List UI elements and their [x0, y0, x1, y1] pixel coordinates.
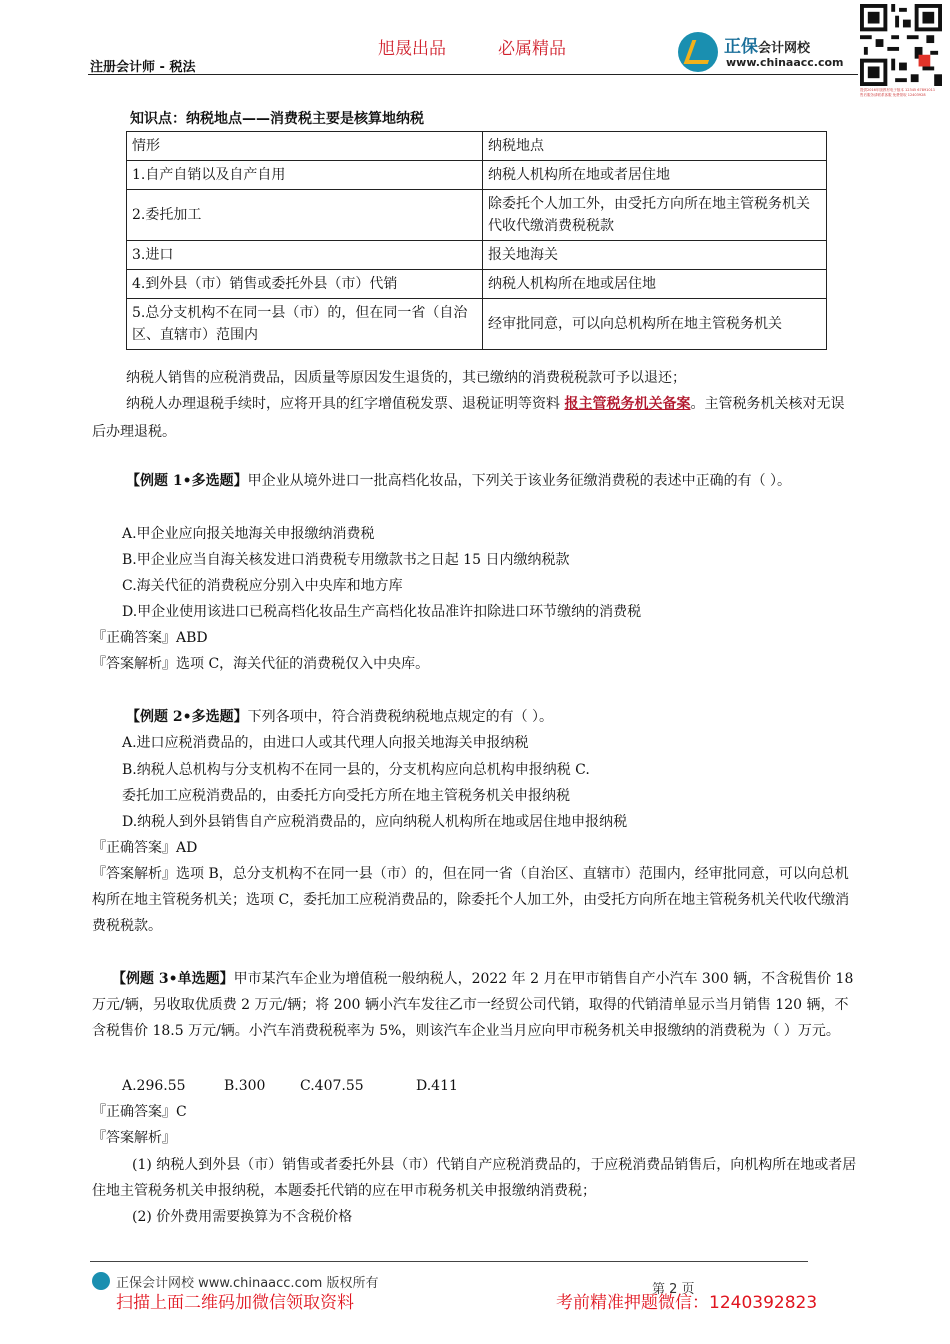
promo-left: 旭晟出品 [378, 39, 446, 59]
example1-option: D.甲企业使用该进口已税高档化妆品生产高档化妆品准许扣除进口环节缴纳的消费税 [122, 604, 642, 620]
footer-promo-right: 考前精准押题微信：1240392823 [556, 1293, 818, 1313]
table-header-row [127, 132, 827, 161]
subject-title: 注册会计师 - 税法 [90, 60, 196, 75]
table-row [127, 190, 827, 241]
example1-answer: 『正确答案』ABD [92, 630, 208, 646]
example2-option: D.纳税人到外县销售自产应税消费品的，应向纳税人机构所在地或居住地申报纳税 [122, 814, 628, 830]
table-cell: 除委托个人加工外，由受托方向所在地主管税务机关代收代缴消费税税款 [483, 190, 827, 241]
refund-procedure-paragraph [92, 390, 858, 446]
table-cell: 1.自产自销以及自产自用 [127, 161, 483, 190]
example3-question [92, 966, 858, 1044]
example1-analysis: 『答案解析』选项 C，海关代征的消费税仅入中央库。 [92, 656, 430, 672]
table-header-cell: 情形 [127, 132, 483, 161]
example1-question [92, 468, 858, 494]
example1-option: B.甲企业应当自海关核发进口消费税专用缴款书之日起 15 日内缴纳税款 [122, 552, 570, 568]
table-row [127, 161, 827, 190]
table-cell: 4.到外县（市）销售或委托外县（市）代销 [127, 270, 483, 299]
example2-option: 委托加工应税消费品的，由委托方向受托方所在地主管税务机关申报纳税 [122, 788, 570, 804]
paragraph-text: 纳税人办理退税手续时，应将开具的红字增值税发票、退税证明等资料 [126, 396, 565, 412]
table-cell: 纳税人机构所在地或居住地 [483, 270, 827, 299]
table-cell: 3.进口 [127, 241, 483, 270]
table-row [127, 299, 827, 350]
knowledge-point-title: 知识点：纳税地点——消费税主要是核算地纳税 [130, 111, 424, 127]
example3-label: 【例题 3•单选题】 [112, 971, 234, 987]
example2-question-text: 下列各项中，符合消费税纳税地点规定的有（ ）。 [247, 709, 554, 725]
example3-option: A.296.55 [122, 1078, 186, 1094]
example2-question [126, 704, 553, 730]
qr-code-icon [860, 4, 942, 86]
tax-location-table [126, 131, 827, 350]
example1-option: A.甲企业应向报关地海关申报缴纳消费税 [122, 526, 375, 542]
example2-analysis: 『答案解析』选项 B，总分支机构不在同一县（市）的，但在同一省（自治区、直辖市）范围内，经审批同意，可以向总机构所在地主管税务机关；选项 C，委托加工应税消费品的，除委托个人加工外，由受托方向所在地主管税务机关代收代缴消费税税款。 [92, 866, 850, 934]
example1-question-text: 甲企业从境外进口一批高档化妆品，下列关于该业务征缴消费税的表述中正确的有（ ）。 [247, 473, 792, 489]
table-row [127, 241, 827, 270]
qr-caption-line: 提供2016年版教材电子版本 12345 67891011 [860, 88, 936, 92]
page-number: 第 2 页 [652, 1282, 695, 1297]
promo-right: 必属精品 [498, 39, 566, 59]
paragraph-text: 。主管税务机关核对无误后办理退税。 [92, 396, 845, 440]
example3-option: C.407.55 [300, 1078, 364, 1094]
footer-copyright: 正保会计网校 www.chinaacc.com 版权所有 [116, 1276, 379, 1291]
table-cell: 报关地海关 [483, 241, 827, 270]
footer-promo-left: 扫描上面二维码加微信领取资料 [116, 1293, 354, 1313]
example2-option: A.进口应税消费品的，由进口人或其代理人向报关地海关申报纳税 [122, 735, 529, 751]
qr-caption-line: 售后服务请联系客服 免费领取 12403928 [860, 93, 926, 97]
example3-question-text: 甲市某汽车企业为增值税一般纳税人，2022 年 2 月在甲市销售自产小汽车 300 辆，不含税售价 18 万元/辆，另收取优质费 2 万元/辆；将 200 辆小汽车发往乙市一经贸公司代销，取得的代销清单显示当月销售 120 辆，不含税售价 18.5 万元/辆。小汽车消费税税率为 5%，则该汽车企业当月应向甲市税务机关申报缴纳的消费税为（ ）万元。 [92, 971, 854, 1039]
logo-url: www.chinaacc.com [726, 56, 844, 69]
example1-label: 【例题 1•多选题】 [126, 473, 248, 489]
refund-paragraph: 纳税人销售的应税消费品，因质量等原因发生退货的，其已缴纳的消费税税款可予以退还； [126, 370, 686, 386]
header-divider [88, 74, 858, 75]
logo-name: 正保 [724, 37, 758, 57]
chinaacc-logo [678, 30, 858, 74]
example1-option: C.海关代征的消费税应分别入中央库和地方库 [122, 578, 403, 594]
qr-caption [860, 88, 946, 98]
example2-label: 【例题 2•多选题】 [126, 709, 248, 725]
example3-answer: 『正确答案』C [92, 1104, 187, 1120]
logo-mark-icon [678, 32, 718, 72]
example3-analysis-point: (1) 纳税人到外县（市）销售或者委托外县（市）代销自产应税消费品的，于应税消费品销售后，向机构所在地或者居住地主管税务机关申报纳税，本题委托代销的应在甲市税务机关申报缴纳消费税； [92, 1157, 857, 1199]
table-cell: 纳税人机构所在地或者居住地 [483, 161, 827, 190]
example3-analysis-point: (2) 价外费用需要换算为不含税价格 [132, 1209, 353, 1225]
footer-divider [90, 1261, 808, 1262]
logo-suffix: 会计网校 [758, 41, 811, 56]
example2-answer: 『正确答案』AD [92, 840, 198, 856]
table-header-cell: 纳税地点 [483, 132, 827, 161]
table-row [127, 270, 827, 299]
table-cell: 经审批同意，可以向总机构所在地主管税务机关 [483, 299, 827, 350]
example2-option: B.纳税人总机构与分支机构不在同一县的，分支机构应向总机构申报纳税 C. [122, 762, 590, 778]
table-cell: 5.总分支机构不在同一县（市）的，但在同一省（自治区、直辖市）范围内 [127, 299, 483, 350]
example3-option: D.411 [416, 1078, 458, 1094]
example3-option: B.300 [224, 1078, 266, 1094]
footer-logo-icon [92, 1272, 110, 1290]
filing-link[interactable]: 报主管税务机关备案 [564, 396, 691, 412]
table-cell: 2.委托加工 [127, 190, 483, 241]
example3-analysis-title: 『答案解析』 [92, 1130, 176, 1146]
